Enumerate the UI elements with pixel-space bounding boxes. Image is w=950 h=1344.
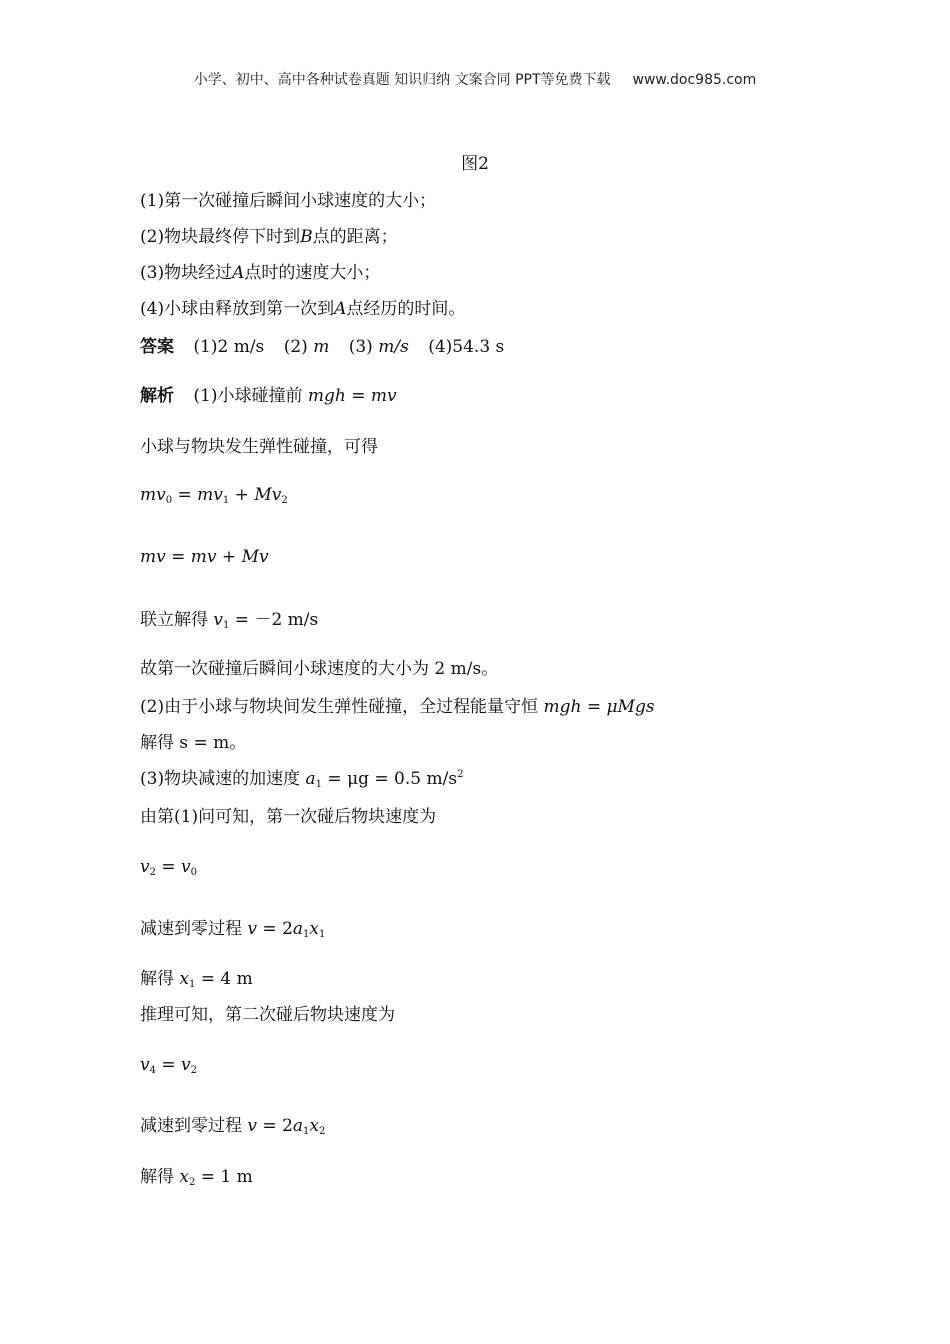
solution-l9-text: (3)物块减速的加速度 xyxy=(140,769,301,789)
solution-l16-text: 减速到零过程 xyxy=(140,1116,242,1136)
answer-4: (4)54.3 s xyxy=(428,337,505,357)
question-3: (3)物块经过A点时的速度大小； xyxy=(140,263,381,283)
question-4: (4)小球由释放到第一次到A点经历的时间。 xyxy=(140,299,466,319)
solution-l8-text: 解得 xyxy=(140,733,174,753)
solution-line-9: (3)物块减速的加速度 $a_1 = \mu g = 0.5$ $m/s^2$ xyxy=(140,769,464,790)
solution-l8-val: s = m。 xyxy=(179,733,247,753)
page-header xyxy=(0,69,950,89)
answer-2-prefix: (2) xyxy=(283,337,308,357)
solution-line-6: 故第一次碰撞后瞬间小球速度的大小为 2 m/s。 xyxy=(140,659,499,679)
solution-line-1 xyxy=(140,385,397,407)
solution-eq-energy: mv = mv + Mv xyxy=(140,547,269,567)
solution-line-14: 推理可知，第二次碰后物块速度为 xyxy=(140,1005,395,1025)
answer-3-prefix: (3) xyxy=(348,337,373,357)
solution-label: 解析 xyxy=(140,386,174,406)
solution-l1-text: (1)小球碰撞前 xyxy=(193,386,303,406)
solution-line-10: 由第(1)问可知，第一次碰后物块速度为 xyxy=(140,807,437,827)
solution-line-2: 小球与物块发生弹性碰撞，可得 xyxy=(140,437,378,457)
solution-eq-momentum: $mv_0 = mv_1 + Mv_2$ xyxy=(140,485,288,506)
question-2: (2)物块最终停下时到B点的距离； xyxy=(140,227,398,247)
solution-line-7 xyxy=(140,696,655,718)
solution-l13-text: 解得 xyxy=(140,969,174,989)
solution-eq-v2: $v_2 = v_0$ xyxy=(140,857,198,878)
answer-line xyxy=(140,336,504,358)
solution-line-12: 减速到零过程 $v = 2a_1x_1$ xyxy=(140,919,326,940)
answer-2-value: m xyxy=(313,337,330,357)
solution-line-16: 减速到零过程 $v = 2a_1x_2$ xyxy=(140,1116,326,1137)
solution-l5-val: = －2 m/s xyxy=(234,610,319,630)
solution-l17-text: 解得 xyxy=(140,1167,174,1187)
answer-1: (1)2 m/s xyxy=(193,337,265,357)
header-tagline: 小学、初中、高中各种试卷真题 知识归纳 文案合同 PPT等免费下载 xyxy=(193,72,611,88)
answer-label: 答案 xyxy=(140,337,174,357)
solution-l7-eq: mgh = μMgs xyxy=(543,697,655,717)
solution-l17-val: = 1 m xyxy=(200,1167,253,1187)
figure-caption: 图2 xyxy=(461,154,489,174)
solution-line-13: 解得 $x_1 = 4$ m xyxy=(140,969,253,990)
solution-l9-val: = μg = 0.5 m/s xyxy=(327,769,458,789)
solution-l1-eq: mgh = mv xyxy=(307,386,397,406)
solution-l12-text: 减速到零过程 xyxy=(140,919,242,939)
header-site-link[interactable]: www.doc985.com xyxy=(632,72,757,88)
solution-line-5: 联立解得 $v_1 = -2$ m/s xyxy=(140,610,319,631)
solution-line-17: 解得 $x_2 = 1$ m xyxy=(140,1167,253,1188)
solution-line-8 xyxy=(140,732,246,754)
solution-l7-text: (2)由于小球与物块间发生弹性碰撞，全过程能量守恒 xyxy=(140,697,539,717)
answer-3-value: m/s xyxy=(378,337,409,357)
solution-l5-text: 联立解得 xyxy=(140,610,208,630)
solution-eq-v4: $v_4 = v_2$ xyxy=(140,1055,198,1076)
solution-l13-val: = 4 m xyxy=(200,969,253,989)
question-1: (1)第一次碰撞后瞬间小球速度的大小； xyxy=(140,191,437,211)
